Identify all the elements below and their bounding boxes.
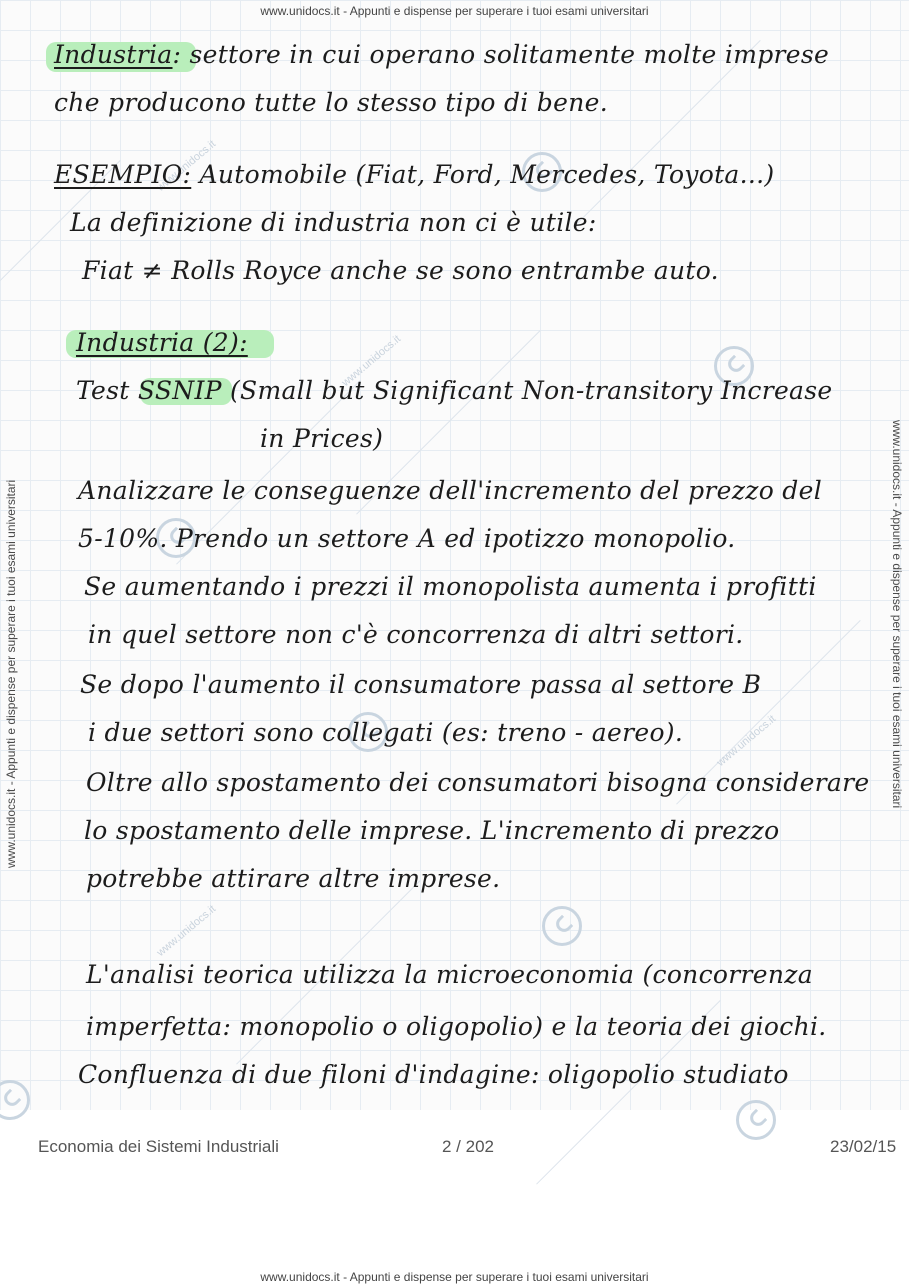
note-line [54,160,774,189]
footer-date: 23/02/15 [830,1137,897,1156]
watermark-left: www.unidocs.it - Appunti e dispense per superare i tuoi esami universitari [4,479,18,868]
note-line: potrebbe attirare altre imprese. [86,864,501,893]
term-industria: Industria [54,40,173,69]
note-line: in Prices) [260,424,384,453]
footer-page-number: 2 / 202 [442,1137,494,1156]
definition-text: : settore in cui operano solitamente molte imprese [172,40,830,69]
note-line: Analizzare le conseguenze dell'incremento del prezzo del [78,476,822,505]
note-line: che producono tutte lo stesso tipo di bene. [54,88,608,117]
note-line: Fiat ≠ Rolls Royce anche se sono entrambe auto. [82,256,719,285]
note-line: i due settori sono collegati (es: treno - aereo). [88,718,684,747]
note-line: 5-10%. Prendo un settore A ed ipotizzo monopolio. [78,524,736,553]
unidocs-logo-icon [0,1072,38,1129]
note-line: lo spostamento delle imprese. L'incremento di prezzo [84,816,780,845]
watermark-top: www.unidocs.it - Appunti e dispense per superare i tuoi esami universitari [260,4,649,18]
note-line: Test SSNIP (Small but Significant Non-transitory Increase [76,376,833,405]
unidocs-logo-icon [534,898,591,955]
note-line: La definizione di industria non ci è utile: [70,208,597,237]
note-line: imperfetta: monopolio o oligopolio) e la teoria dei giochi. [86,1012,827,1041]
note-line: Confluenza di due filoni d'indagine: oligopolio studiato [78,1060,789,1089]
ghost-watermark: www.unidocs.it [154,138,219,194]
note-line: in quel settore non c'è concorrenza di altri settori. [88,620,744,649]
example-label: ESEMPIO: [54,160,192,189]
unidocs-logo-icon [728,1092,785,1149]
note-line: Se dopo l'aumento il consumatore passa al settore B [80,670,762,699]
note-line [54,40,829,69]
watermark-bottom: www.unidocs.it - Appunti e dispense per superare i tuoi esami universitari [260,1270,649,1284]
term-ssnip: SSNIP [137,376,222,405]
note-line: L'analisi teorica utilizza la microeconomia (concorrenza [86,960,813,989]
example-text: Automobile (Fiat, Ford, Mercedes, Toyota...) [191,160,775,189]
note-line: Oltre allo spostamento dei consumatori bisogna considerare [86,768,870,797]
ghost-watermark: www.unidocs.it [339,333,404,389]
watermark-right: www.unidocs.it - Appunti e dispense per superare i tuoi esami universitari [890,420,904,809]
section-heading: Industria (2): [76,328,248,357]
ghost-watermark: www.unidocs.it [154,903,219,959]
ghost-watermark: www.unidocs.it [714,713,779,769]
note-line: Se aumentando i prezzi il monopolista aumenta i profitti [84,572,817,601]
footer-course-title: Economia dei Sistemi Industriali [38,1137,279,1156]
